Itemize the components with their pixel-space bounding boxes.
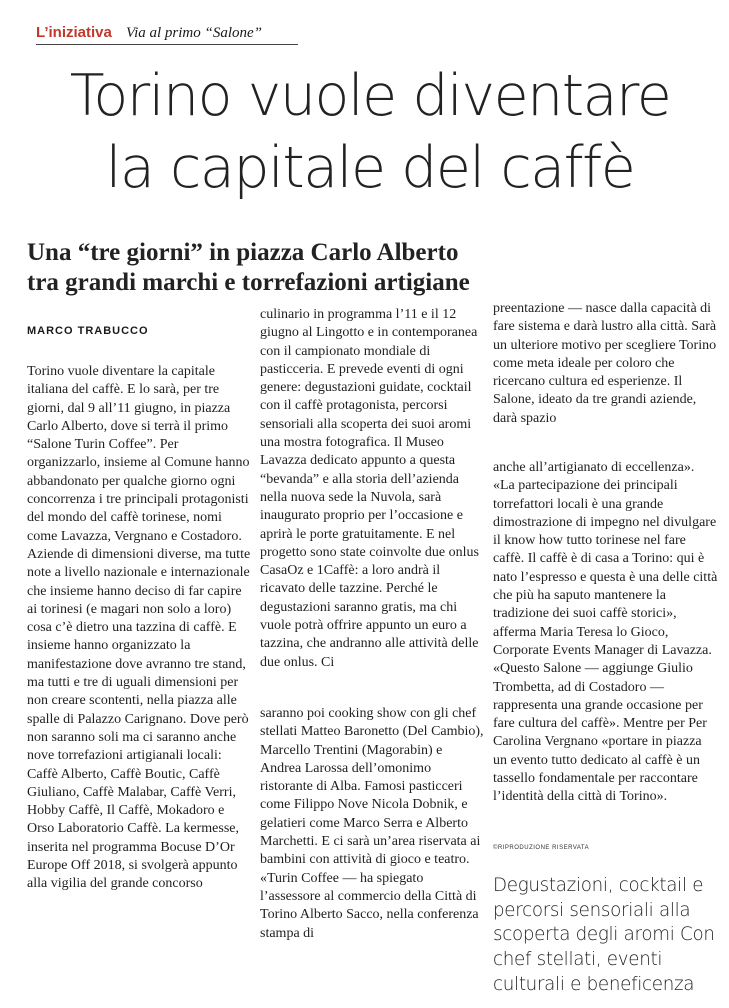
article-headline [20, 60, 720, 204]
body-text: anche all’artigianato di eccellenza». «La partecipazione dei principali torrefattori locali è una grande dimostrazione di impegno nel divulgare il know how tutto torinese nel fare caffè. Il caffè è di casa a Torino: qui è nato l’espresso e questa è una delle città che più ha saputo mantenere la tradizione dei suoi caffè storici», afferma Maria Teresa lo Gioco, Corporate Events Manager di Lavazza. «Questo Salone — aggiunge Giulio Trombetta, ad di Costadoro — rappresenta una grande occasione per fare cultura del caffè». Mentre per Per Carolina Vergnano «portare in piazza un evento tutto dedicato al caffè è un tassello fondamentale per raccontare l’identità della città di Torino». [493, 460, 718, 805]
headline-line-1: Torino vuole diventare [69, 63, 671, 129]
body-column-2-top [260, 306, 484, 672]
body-text: preentazione — nasce dalla capacità di fare sistema e darà lustro alla città. Sarà un ulteriore motivo per scegliere Torino come meta ideale per coloro che ricercano cultura ed esperienze. Il Salone, ideato da tre grandi aziende, darà spazio [493, 301, 717, 426]
kicker-tag: L’iniziativa [36, 24, 112, 41]
body-text: culinario in programma l’11 e il 12 giugno al Lingotto e in contemporanea con il campionato mondiale di pasticceria. E prevede eventi di ogni genere: degustazioni guidate, cocktail con il caffè protagonista, percorsi sensoriali alla scoperta dei suoi aromi una mostra fotografica. Il Museo Lavazza dedicato appunto a questa “bevanda” e alla storia dell’azienda nella nuova sede la Nuvola, sarà inaugurato proprio per l’occasione e aprirà le porte gratuitamente. E nel progetto sono state coinvolte due onlus CasaOz e 1Caffè: a loro andrà il ricavato delle tazzine. Perché le degustazioni saranno gratis, ma chi vuole potrà offrire appunto un euro a tazzina, che andranno alle attività delle due onlus. Ci [260, 307, 479, 670]
body-column-3-top [493, 300, 718, 428]
body-column-3-bottom [493, 459, 718, 807]
headline-line-2: la capitale del caffè [105, 135, 635, 201]
section-kicker [36, 24, 262, 42]
body-column-1 [27, 363, 254, 894]
kicker-title: Via al primo “Salone” [126, 25, 263, 41]
pull-quote: Degustazioni, cocktail e percorsi sensoriali alla scoperta degli aromi Con chef stellati, eventi culturali e beneficenza [493, 875, 715, 995]
byline: MARCO TRABUCCO [27, 325, 149, 337]
body-text: saranno poi cooking show con gli chef stellati Matteo Baronetto (Del Cambio), Marcello Trentini (Magorabin) e Andrea Larossa dell’omonimo ristorante di Alba. Famosi pasticceri come Filippo Nove Nicola Dobnik, e gelatieri come Marco Serra e Alberto Marchetti. E ci sarà un’area riservata ai bambini con attività di gioco e teatro. «Turin Coffee — ha spiegato l’assessore al commercio della Città di Torino Alberto Sacco, nella conferenza stampa di [260, 706, 484, 941]
subhead-line-2: tra grandi marchi e torrefazioni artigiane [27, 269, 470, 296]
kicker-rule [36, 44, 298, 45]
copyright-credit: ©RIPRODUZIONE RISERVATA [493, 845, 590, 851]
body-text: Torino vuole diventare la capitale italiana del caffè. E lo sarà, per tre giorni, dal 9 all’11 giugno, in piazza Carlo Alberto, dove si terrà il primo “Salone Turin Coffee”. Per organizzarlo, insieme al Comune hanno abbandonato per qualche giorno ogni concorrenza i tre principali protagonisti del mondo del caffè torinese, nomi come Lavazza, Vergnano e Costadoro. Aziende di dimensioni diverse, ma tutte note a livello nazionale e internazionale che insieme hanno deciso di far capire ai torinesi (e magari non solo a loro) cosa c’è dietro una tazzina di caffè. E insieme hanno organizzato la manifestazione dove avranno tre stand, ma tutti e tre di uguali dimensioni per non creare scontenti, nella piazza alle spalle di Palazzo Carignano. Dove però non saranno soli ma ci saranno anche nove torrefazioni artigianali locali: Caffè Alberto, Caffè Boutic, Caffè Giuliano, Caffè Malabar, Caffè Verri, Hobby Caffè, Il Caffè, Mokadoro e Orso Laboratorio Caffè. La kermesse, inserita nel programma Bocuse D’Or Europe Off 2018, si svolgerà appunto alla vigilia del grande concorso [27, 364, 251, 892]
body-column-2-bottom [260, 705, 484, 943]
article-subhead [27, 238, 497, 298]
subhead-line-1: Una “tre giorni” in piazza Carlo Alberto [27, 239, 459, 266]
